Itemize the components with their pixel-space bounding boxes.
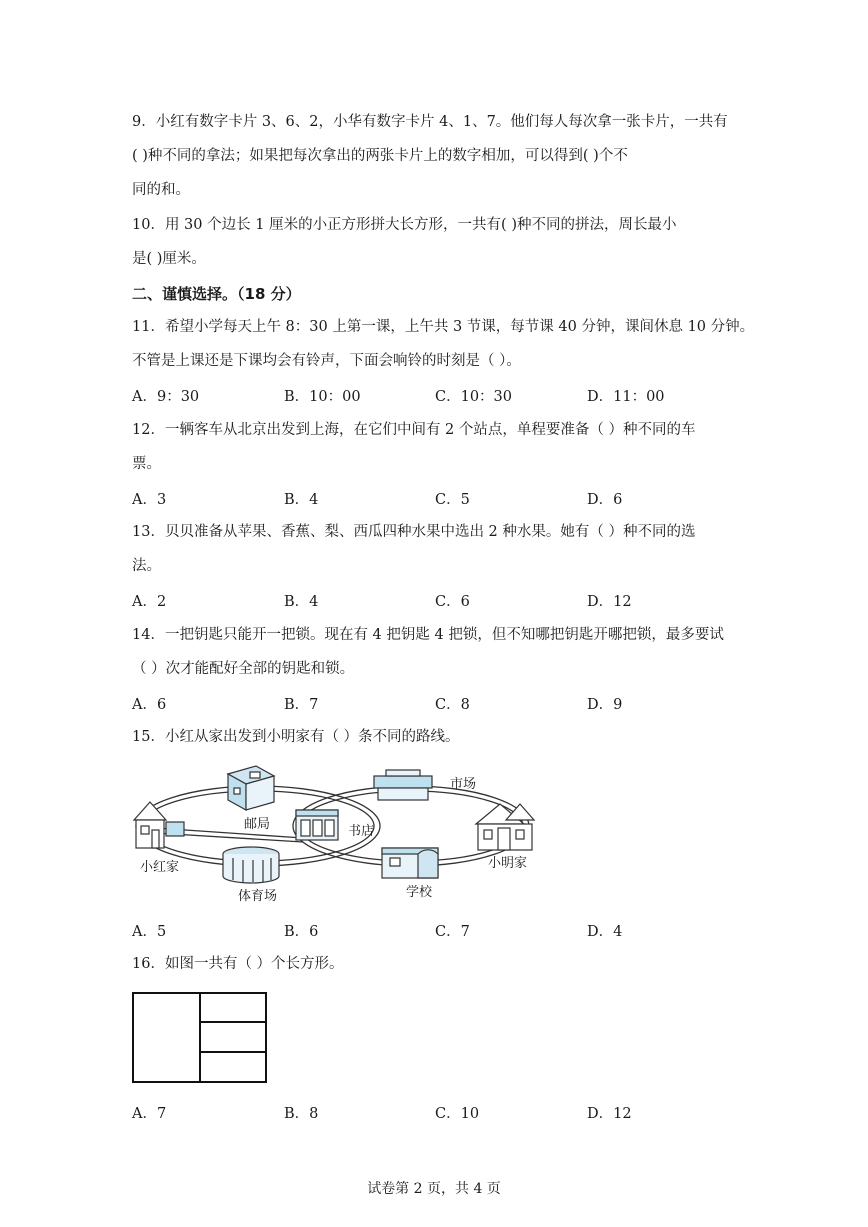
xiaoming-house-icon — [476, 804, 534, 850]
q12-options — [132, 488, 752, 508]
school-icon — [382, 848, 438, 878]
option-a[interactable]: A．6 — [132, 697, 167, 713]
label-xiaohong-home: 小红家 — [140, 860, 180, 875]
q13-line1: 13．贝贝准备从苹果、香蕉、梨、西瓜四种水果中选出 2 种水果。她有（ ）种不同的选 — [132, 524, 696, 540]
option-a[interactable]: A．3 — [132, 492, 167, 508]
option-a[interactable]: A．2 — [132, 594, 167, 610]
option-b[interactable]: B．4 — [284, 492, 319, 508]
label-market: 市场 — [450, 777, 477, 792]
q16-options — [132, 1102, 752, 1122]
page-footer: 试卷第 2 页，共 4 页 — [367, 1181, 501, 1197]
q14-line1: 14．一把钥匙只能开一把锁。现在有 4 把钥匙 4 把锁，但不知哪把钥匙开哪把锁，最多要试 — [132, 627, 724, 643]
q14-options — [132, 693, 752, 713]
market-icon — [374, 770, 432, 800]
q11-line1: 11．希望小学每天上午 8：30 上第一课，上午共 3 节课，每节课 40 分钟，课间休息 10 分钟。 — [132, 319, 755, 335]
option-d[interactable]: D．11：00 — [587, 389, 665, 405]
q9-line1: 9．小红有数字卡片 3、6、2，小华有数字卡片 4、1、7。他们每人每次拿一张卡片，一共有 — [132, 114, 728, 130]
option-b[interactable]: B．4 — [284, 594, 319, 610]
q15-options — [132, 920, 752, 940]
label-school: 学校 — [406, 885, 433, 900]
q11-line2: 不管是上课还是下课均会有铃声，下面会响铃的时刻是（ ）。 — [132, 353, 521, 369]
option-d[interactable]: D．12 — [587, 1106, 632, 1122]
label-xiaoming-home: 小明家 — [488, 856, 528, 871]
label-stadium: 体育场 — [238, 889, 278, 904]
rectangle-figure — [130, 990, 270, 1086]
section-heading: 二、谨慎选择。（18 分） — [132, 285, 301, 303]
option-c[interactable]: C．5 — [435, 492, 470, 508]
option-a[interactable]: A．9：30 — [132, 389, 200, 405]
stadium-icon — [223, 847, 279, 883]
q14-line2: （ ）次才能配好全部的钥匙和锁。 — [132, 661, 355, 677]
option-c[interactable]: C．6 — [435, 594, 470, 610]
xiaohong-house-icon — [134, 802, 184, 848]
option-b[interactable]: B．10：00 — [284, 389, 361, 405]
option-a[interactable]: A．5 — [132, 924, 167, 940]
q16-line1: 16．如图一共有（ ）个长方形。 — [132, 956, 344, 972]
label-post-office: 邮局 — [244, 817, 271, 832]
option-c[interactable]: C．10：30 — [435, 389, 512, 405]
option-b[interactable]: B．6 — [284, 924, 319, 940]
option-d[interactable]: D．9 — [587, 697, 623, 713]
post-office-icon — [228, 766, 274, 810]
q12-line2: 票。 — [132, 456, 161, 472]
q11-options — [132, 385, 752, 405]
q15-line1: 15．小红从家出发到小明家有（ ）条不同的路线。 — [132, 729, 460, 745]
option-d[interactable]: D．6 — [587, 492, 623, 508]
option-b[interactable]: B．7 — [284, 697, 319, 713]
q10-line1: 10．用 30 个边长 1 厘米的小正方形拼大长方形，一共有( )种不同的拼法，周长最小 — [132, 217, 677, 233]
option-d[interactable]: D．12 — [587, 594, 632, 610]
route-map — [128, 758, 548, 908]
q13-options — [132, 590, 752, 610]
q13-line2: 法。 — [132, 558, 161, 574]
q10-line2: 是( )厘米。 — [132, 251, 206, 267]
label-bookstore: 书店 — [348, 824, 375, 839]
option-b[interactable]: B．8 — [284, 1106, 319, 1122]
bookstore-icon — [296, 810, 338, 840]
q9-line2: ( )种不同的拿法；如果把每次拿出的两张卡片上的数字相加，可以得到( )个不 — [132, 148, 628, 164]
q9-line3: 同的和。 — [132, 182, 190, 198]
option-d[interactable]: D．4 — [587, 924, 623, 940]
option-c[interactable]: C．10 — [435, 1106, 480, 1122]
option-c[interactable]: C．7 — [435, 924, 470, 940]
q12-line1: 12．一辆客车从北京出发到上海，在它们中间有 2 个站点，单程要准备（ ）种不同的车 — [132, 422, 696, 438]
option-c[interactable]: C．8 — [435, 697, 470, 713]
option-a[interactable]: A．7 — [132, 1106, 167, 1122]
